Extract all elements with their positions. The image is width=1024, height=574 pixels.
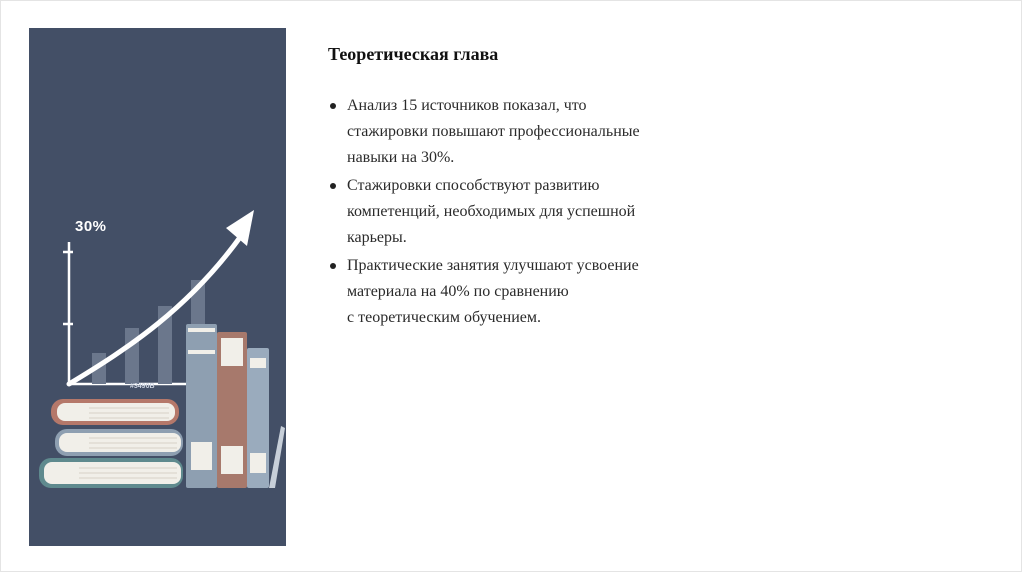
bullet-dot-icon: [330, 263, 336, 269]
bullet-item: [328, 93, 748, 171]
bullet-item: [328, 173, 748, 251]
page-title: Теоретическая глава: [328, 44, 499, 64]
growth-books-illustration: [29, 28, 286, 546]
bullet-line: навыки на 30%.: [347, 149, 455, 166]
bullet-line: Стажировки способствуют развитию: [347, 177, 600, 194]
bullet-line: Анализ 15 источников показал, что: [347, 97, 587, 114]
upright-books: [186, 324, 285, 488]
bullet-item: [328, 253, 748, 331]
percent-label: 30%: [75, 218, 107, 235]
bullet-line: с теоретическим обучением.: [347, 309, 541, 326]
bullet-dot-icon: [330, 103, 336, 109]
bullet-dot-icon: [330, 183, 336, 189]
code-label: #3490B: [130, 383, 155, 390]
bullet-line: материала на 40% по сравнению: [347, 283, 569, 300]
bullet-line: карьеры.: [347, 229, 407, 246]
bullet-list: [328, 93, 748, 333]
bullet-line: компетенций, необходимых для успешной: [347, 203, 636, 220]
bullet-line: стажировки повышают профессиональные: [347, 123, 640, 140]
stacked-books: [39, 399, 183, 488]
bullet-line: Практические занятия улучшают усвоение: [347, 257, 639, 274]
